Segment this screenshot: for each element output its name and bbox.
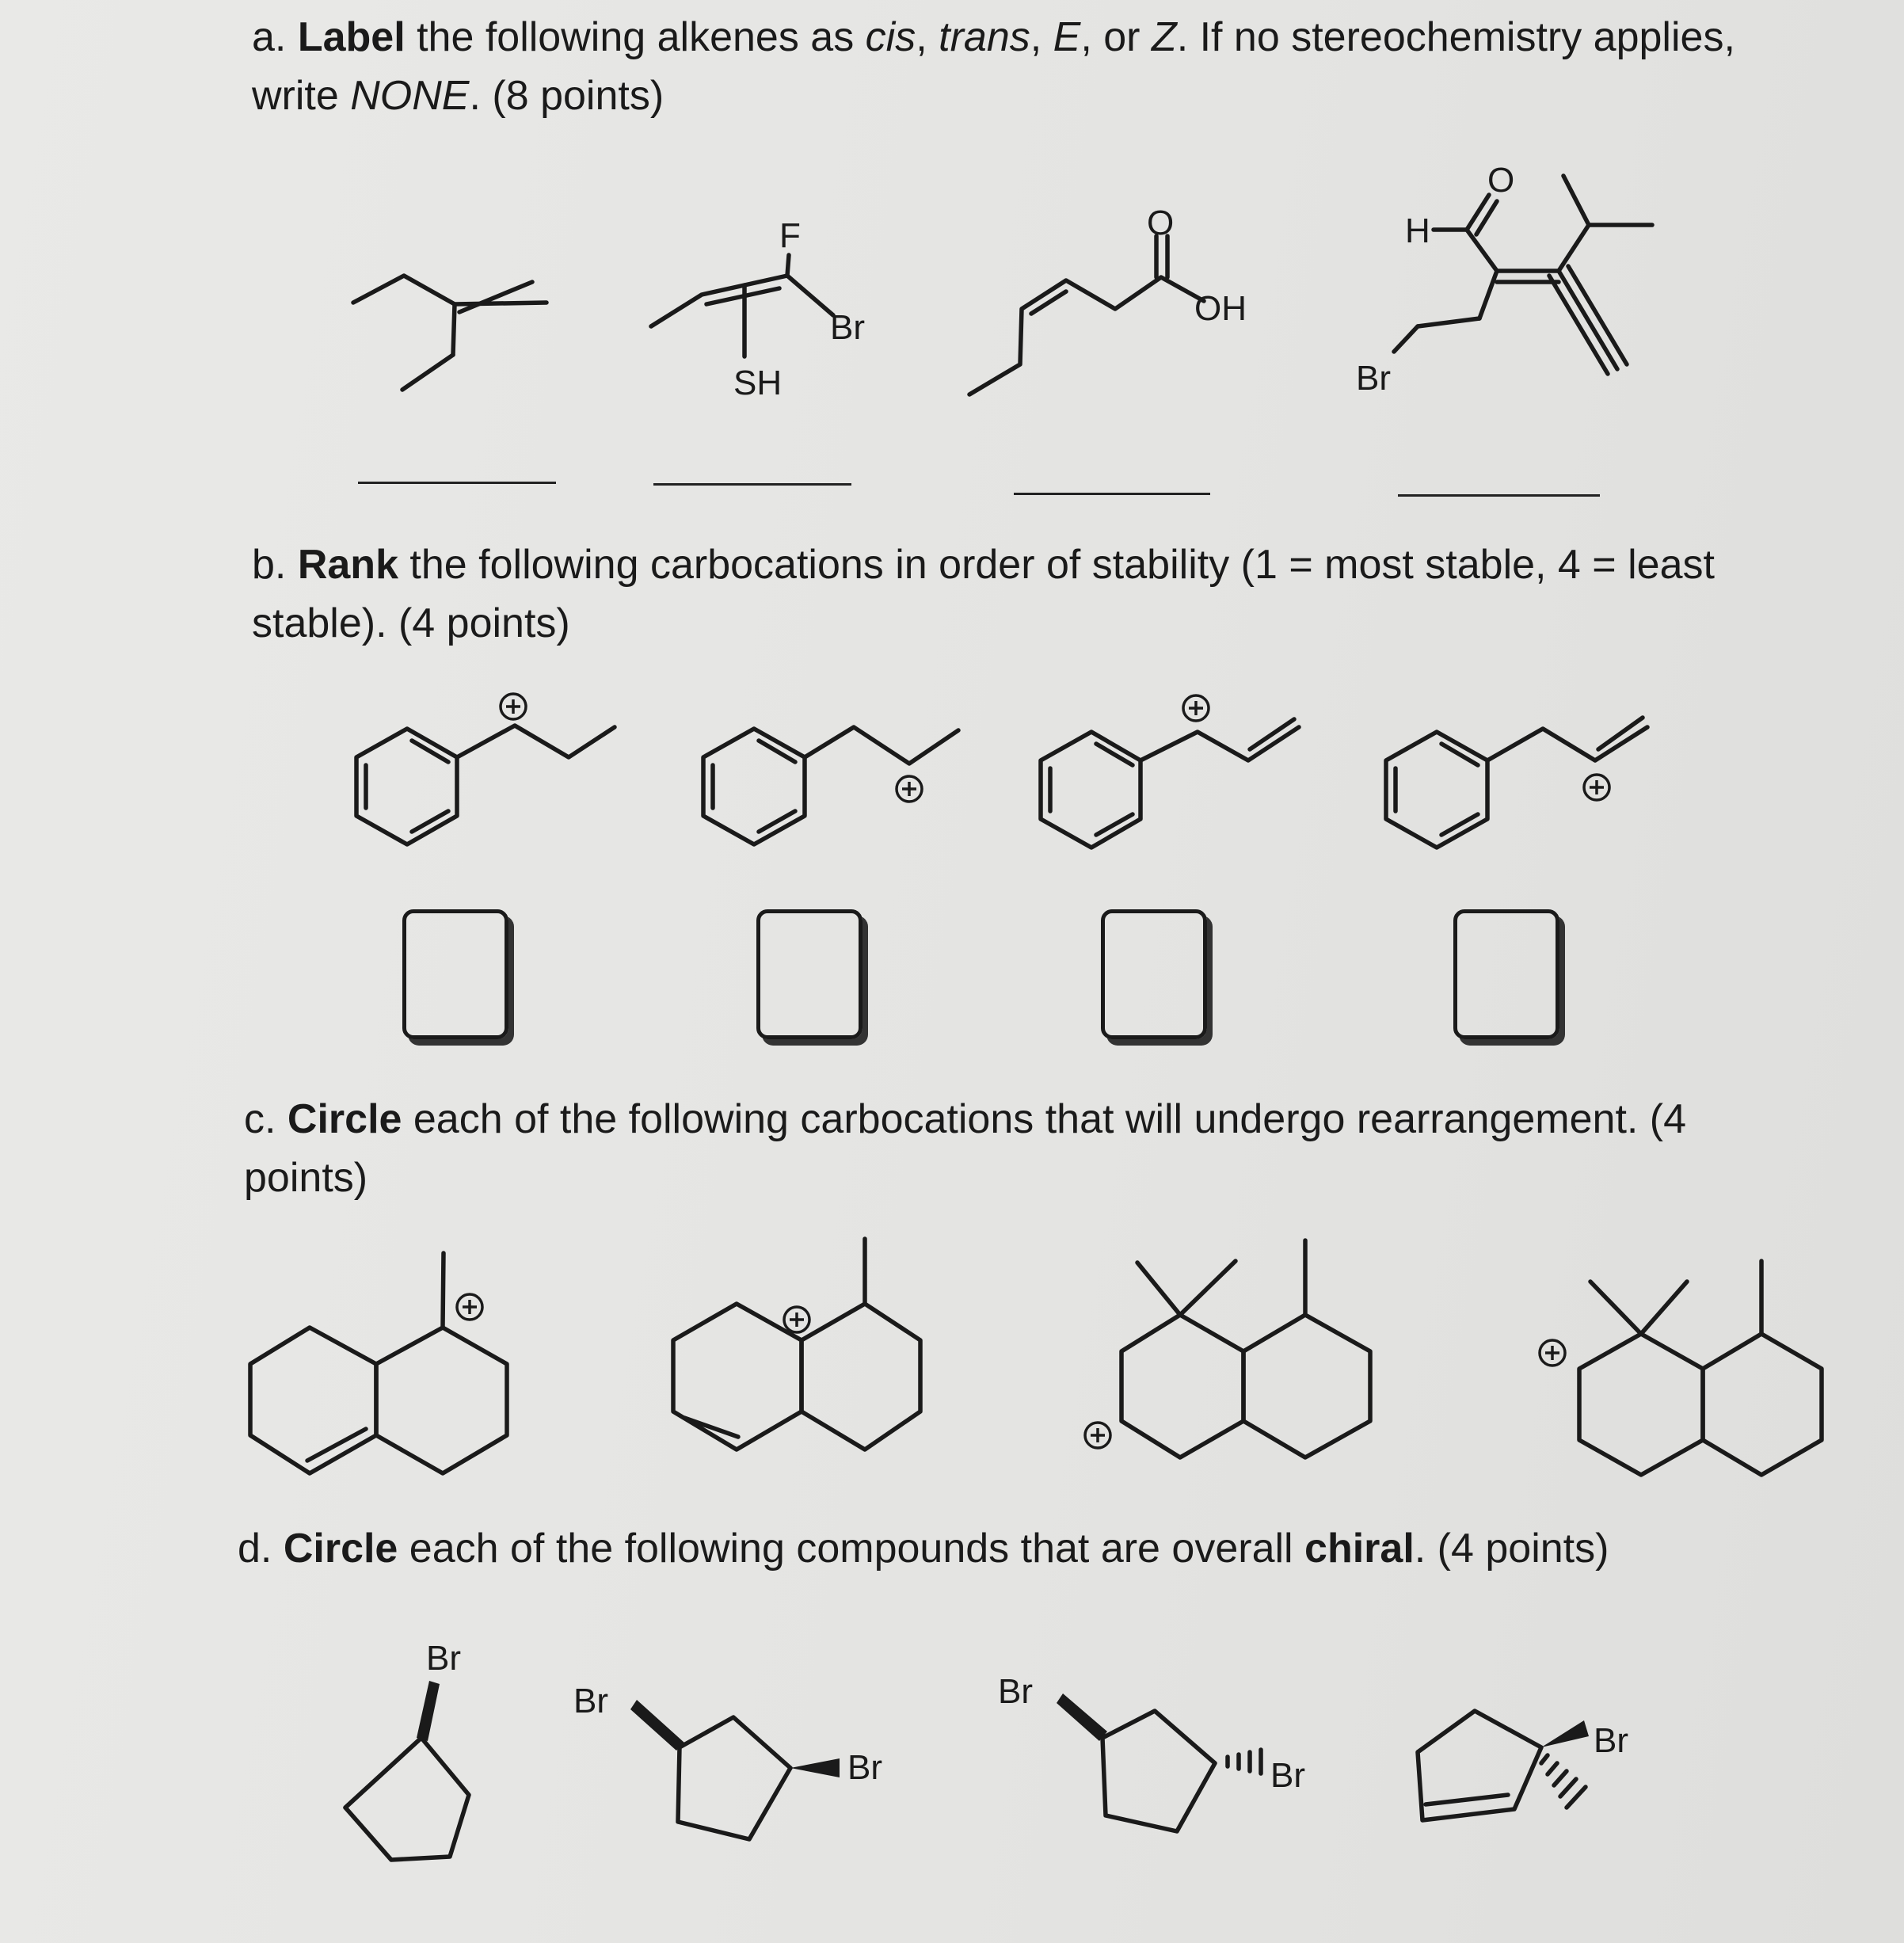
atom-br-a2: Br bbox=[830, 308, 865, 347]
atom-br-d2: Br bbox=[573, 1682, 608, 1720]
plus-charge-icon bbox=[1085, 1423, 1110, 1448]
compound-d3 bbox=[998, 1672, 1305, 1831]
atom-br-a4: Br bbox=[1356, 359, 1391, 398]
atom-h: H bbox=[1405, 211, 1430, 250]
carbocation-c2 bbox=[673, 1239, 920, 1450]
option-e: E bbox=[1053, 14, 1081, 60]
atom-br-d6: Br bbox=[1594, 1721, 1628, 1760]
compound-d2 bbox=[573, 1682, 882, 1839]
atom-o-a3: O bbox=[1147, 204, 1175, 242]
carbocation-b4 bbox=[1386, 718, 1647, 848]
question-a: a. Label the following alkenes as cis, trans, E, or Z. If no stereochemistry applies, write NONE. (8 points) bbox=[252, 14, 1735, 119]
question-a-verb: Label bbox=[297, 14, 406, 60]
plus-charge-icon bbox=[457, 1294, 482, 1320]
atom-br-d1: Br bbox=[426, 1639, 461, 1678]
question-a-letter: a. bbox=[252, 14, 287, 60]
option-trans: trans bbox=[939, 14, 1030, 60]
carbocation-c1 bbox=[250, 1253, 507, 1473]
option-cis: cis bbox=[865, 14, 916, 60]
plus-charge-icon bbox=[1183, 695, 1209, 721]
plus-charge-icon bbox=[784, 1307, 809, 1332]
atom-f: F bbox=[779, 216, 801, 255]
carbocation-c4 bbox=[1540, 1261, 1822, 1475]
question-b-verb: Rank bbox=[297, 542, 398, 588]
compound-d4 bbox=[1418, 1711, 1628, 1820]
question-a-text-2: . If no stereochemistry applies, write bbox=[252, 14, 1735, 119]
atom-br-d4: Br bbox=[998, 1672, 1033, 1711]
plus-charge-icon bbox=[1540, 1340, 1565, 1366]
compound-d1 bbox=[345, 1639, 469, 1860]
atom-br-d3: Br bbox=[847, 1748, 882, 1787]
carbocation-b1 bbox=[356, 694, 615, 844]
alkene-a4 bbox=[1356, 161, 1652, 398]
question-c-letter: c. bbox=[244, 1096, 276, 1142]
atom-br-d5: Br bbox=[1270, 1756, 1305, 1795]
question-d-letter: d. bbox=[238, 1526, 272, 1572]
plus-charge-icon bbox=[1584, 775, 1609, 800]
question-b-letter: b. bbox=[252, 542, 287, 588]
atom-o-a4: O bbox=[1487, 161, 1515, 200]
question-a-text-3: . (8 points) bbox=[469, 73, 664, 119]
question-d-verb: Circle bbox=[283, 1526, 398, 1572]
option-z: Z bbox=[1151, 14, 1177, 60]
carbocation-b2 bbox=[703, 727, 958, 844]
atom-oh: OH bbox=[1194, 289, 1247, 328]
question-c-verb: Circle bbox=[287, 1096, 402, 1142]
question-d-text-2: . (4 points) bbox=[1414, 1526, 1609, 1572]
question-c-text: each of the following carbocations that will undergo rearrangement. (4 points) bbox=[244, 1096, 1687, 1201]
question-a-text-1: the following alkenes as bbox=[405, 14, 866, 60]
question-d-text-1: each of the following compounds that are overall bbox=[398, 1526, 1305, 1572]
plus-charge-icon bbox=[501, 694, 526, 719]
question-b-text: the following carbocations in order of stability (1 = most stable, 4 = least stable). (4 points) bbox=[252, 542, 1715, 646]
plus-charge-icon bbox=[897, 776, 922, 802]
alkene-a2 bbox=[651, 216, 865, 402]
alkene-a3 bbox=[969, 204, 1247, 394]
atom-sh: SH bbox=[733, 364, 783, 402]
carbocation-c3 bbox=[1085, 1240, 1370, 1457]
alkene-a1 bbox=[353, 276, 546, 390]
carbocation-b3 bbox=[1041, 695, 1299, 848]
option-none: NONE bbox=[350, 73, 470, 119]
question-d-emph: chiral bbox=[1304, 1526, 1415, 1572]
